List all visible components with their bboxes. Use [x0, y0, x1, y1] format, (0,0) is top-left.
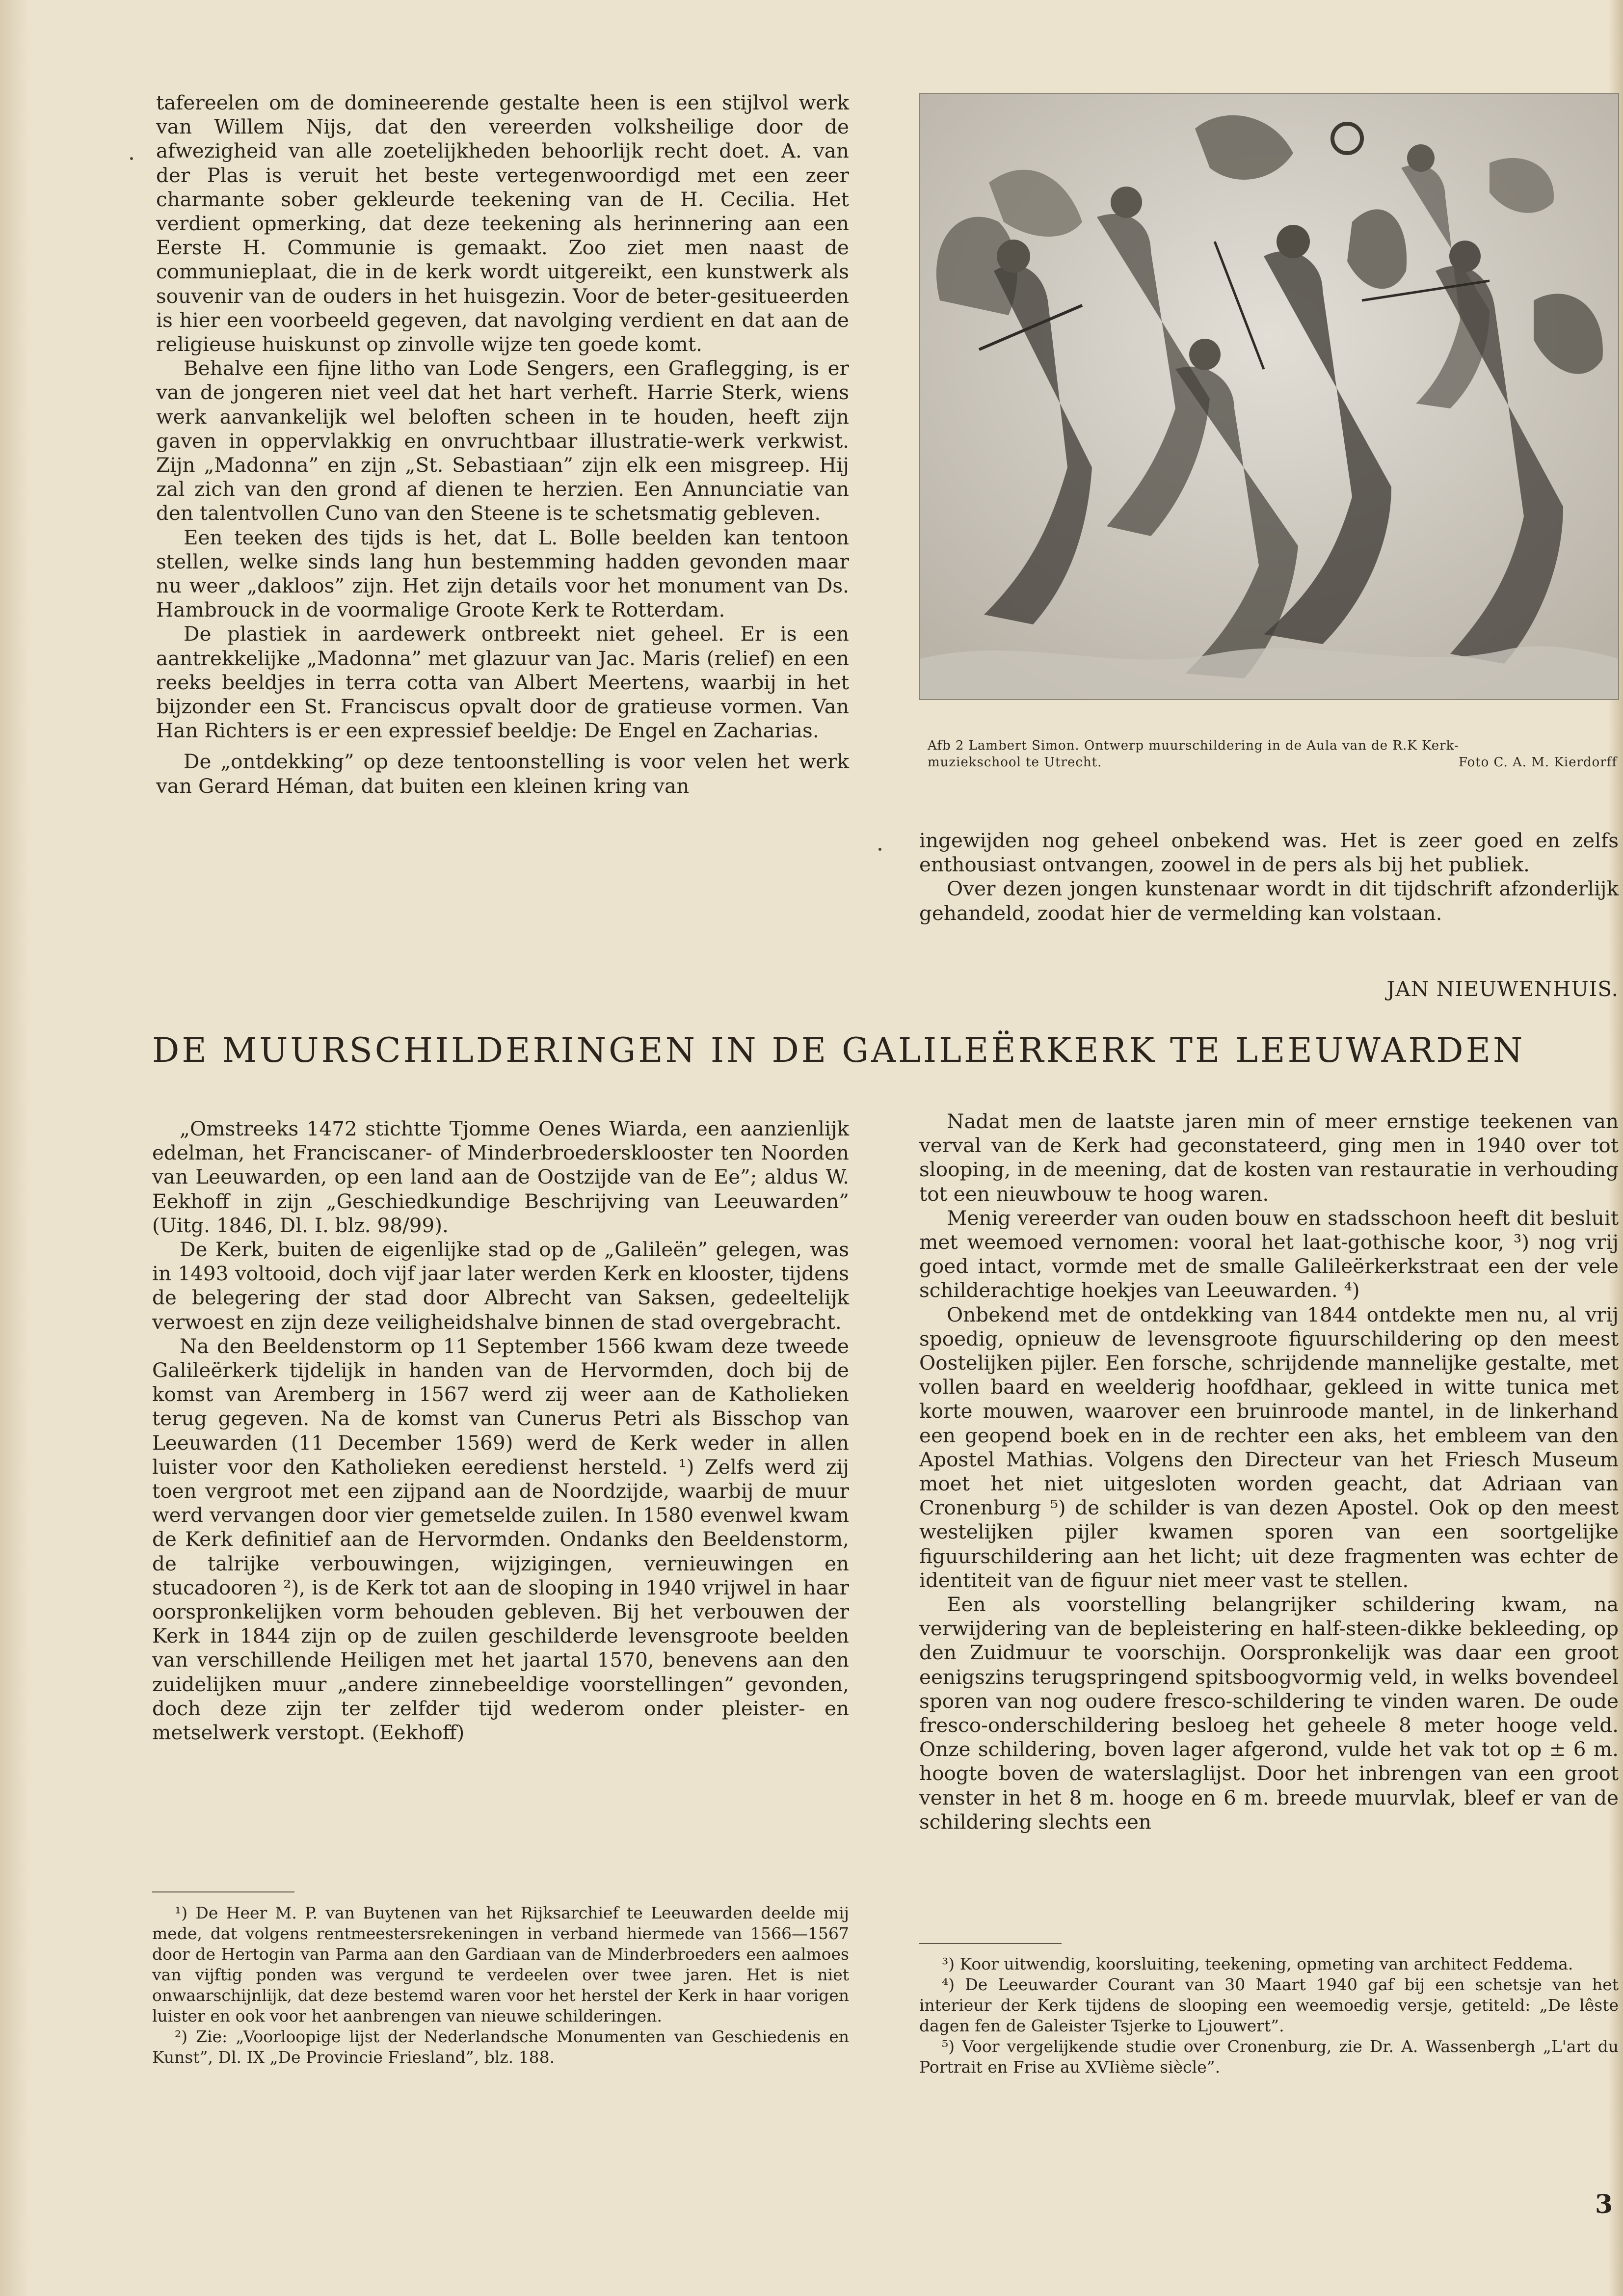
footnote: ³) Koor uitwendig, koorsluiting, teekening, opmeting van architect Feddema.	[942, 1954, 1573, 1973]
paragraph: Over dezen jongen kunstenaar wordt in dit tijdschrift afzonderlijk gehandeld, zoodat hier de vermelding kan volstaan.	[919, 877, 1619, 925]
paragraph: Een als voorstelling belangrijker schildering kwam, na verwijdering van de bepleistering en half-steen-dikke bekleeding, op den Zuidmuur te voorschijn. Oorspronkelijk was daar een groot eenigszins terugspringend spitsboogvormig veld, in welks bovendeel sporen van nog oudere fresco-schildering te vinden waren. De oude fresco-onderschildering besloeg het geheele 8 meter hooge veld. Onze schildering, boven lager afgerond, vulde het vak tot op ± 6 m. hoogte boven de waterslaglijst. Door het inbrengen van een groot venster in het 8 m. hooge en 6 m. breede muurvlak, bleef er van de schildering slechts een	[919, 1593, 1619, 1834]
page-edge-shadow-left	[0, 0, 29, 2296]
footnote: ⁴) De Leeuwarder Courant van 30 Maart 1940 gaf bij een schetsje van het interieur der Kerk tijdens de slooping een weemoedig versje, getiteld: „De lêste dagen fen de Galeister Tsjerke to Ljouwert”.	[919, 1975, 1619, 2035]
paragraph: De „ontdekking” op deze tentoonstelling is voor velen het werk van Gerard Héman, dat buiten een kleinen kring van	[156, 750, 849, 798]
angels-illustration	[920, 94, 1618, 699]
footnote-divider	[152, 1891, 294, 1892]
paragraph: Een teeken des tijds is het, dat L. Bolle beelden kan tentoon stellen, welke sinds lang hun bestemming hadden gevonden maar nu weer „dakloos” zijn. Het zijn details voor het monument van Ds. Hambrouck in de voormalige Groote Kerk te Rotterdam.	[156, 525, 849, 622]
footnotes-left	[152, 1903, 849, 2068]
article1-left-column	[156, 91, 849, 798]
article1-right-column	[919, 829, 1619, 925]
paragraph: Nadat men de laatste jaren min of meer ernstige teekenen van verval van de Kerk had geconstateerd, ging men in 1940 over tot slooping, in de meening, dat de kosten van restauratie in verhouding tot een nieuwbouw te hoog waren.	[919, 1109, 1619, 1206]
figure-caption	[928, 737, 1617, 771]
photo-credit: Foto C. A. M. Kierdorff	[1458, 755, 1617, 770]
article-title: DE MUURSCHILDERINGEN IN DE GALILEËRKERK TE LEEUWARDEN	[152, 1031, 1525, 1070]
footnote: ²) Zie: „Voorloopige lijst der Nederlandsche Monumenten van Geschiedenis en Kunst”, Dl. IX „De Provincie Friesland”, blz. 188.	[152, 2027, 849, 2067]
angel-mural-photo	[919, 93, 1619, 700]
paragraph: De Kerk, buiten de eigenlijke stad op de „Galileën” gelegen, was in 1493 voltooid, doch vijf jaar later werden Kerk en klooster, tijdens de belegering der stad door Albrecht van Saksen, gedeeltelijk verwoest en zijn deze veiligheidshalve binnen de stad overgebracht.	[152, 1238, 849, 1334]
ink-speck	[130, 157, 133, 160]
paragraph: De plastiek in aardewerk ontbreekt niet geheel. Er is een aantrekkelijke „Madonna” met glazuur van Jac. Maris (relief) en een reeks beeldjes in terra cotta van Albert Meertens, waarbij in het bijzonder een St. Franciscus opvalt door de gratieuse vormen. Van Han Richters is er een expressief beeldje: De Engel en Zacharias.	[156, 622, 849, 743]
article2-left-column	[152, 1117, 849, 1745]
paragraph: Onbekend met de ontdekking van 1844 ontdekte men nu, al vrij spoedig, opnieuw de levensgroote figuurschildering op den meest Oostelijken pijler. Een forsche, schrijdende mannelijke gestalte, met vollen baard en weelderig hoofdhaar, gekleed in witte tunica met korte mouwen, waarover een bruinroode mantel, in de linkerhand een geopend boek en in de rechter een aks, het embleem van den Apostel Mathias. Volgens den Directeur van het Friesch Museum moet het niet uitgesloten worden geacht, dat Adriaan van Cronenburg ⁵) de schilder is van dezen Apostel. Ook op den meest westelijken pijler kwamen sporen van een soortgelijke figuurschildering aan het licht; uit deze fragmenten was echter de identiteit van de figuur niet meer vast te stellen.	[919, 1302, 1619, 1592]
caption-text: Afb 2 Lambert Simon. Ontwerp muurschildering in de Aula van de R.K Kerk-	[928, 738, 1459, 753]
article2-right-column	[919, 1109, 1619, 1834]
footnote: ¹) De Heer M. P. van Buytenen van het Rijksarchief te Leeuwarden deelde mij mede, dat volgens rentmeestersrekeningen in verband hiermede van 1566—1567 door de Hertogin van Parma aan den Gardiaan van de Minderbroeders een aalmoes van vijftig ponden was vergund te verdeelen over twee jaren. Het is niet onwaarschijnlijk, dat deze bestemd waren voor het herstel der Kerk in haar vorigen luister en ook voor het aanbrengen van nieuwe schilderingen.	[152, 1903, 849, 2026]
footnotes-right	[919, 1954, 1619, 2078]
paragraph: Behalve een fijne litho van Lode Sengers, een Graflegging, is er van de jongeren niet veel dat het hart verheft. Harrie Sterk, wiens werk aanvankelijk wel beloften scheen in te houden, heeft zijn gaven in oppervlakkig en onvruchtbaar illustratie-werk verkwist. Zijn „Madonna” en zijn „St. Sebastiaan” zijn elk een misgreep. Hij zal zich van den grond af dienen te herzien. Een Annunciatie van den talentvollen Cuno van den Steene is te schetsmatig gebleven.	[156, 356, 849, 525]
paragraph: Na den Beeldenstorm op 11 September 1566 kwam deze tweede Galileërkerk tijdelijk in handen van de Hervormden, doch bij de komst van Aremberg in 1567 werd zij weer aan de Katholieken terug gegeven. Na de komst van Cunerus Petri als Bisschop van Leeuwarden (11 December 1569) werd de Kerk weder in allen luister voor den Katholieken eeredienst hersteld. ¹) Zelfs werd zij toen vergroot met een zijpand aan de Noordzijde, waarbij de muur werd vervangen door vier gemetselde zuilen. In 1580 evenwel kwam de Kerk definitief aan de Hervormden. Ondanks den Beeldenstorm, de talrijke verbouwingen, wijzigingen, vernieuwingen en stucadooren ²), is de Kerk tot aan de slooping in 1940 vrijwel in haar oorspronkelijken vorm behouden gebleven. Bij het verbouwen der Kerk in 1844 zijn op de zuilen geschilderde levensgroote beelden van verschillende Heiligen met het jaartal 1570, benevens aan den zuidelijken muur „andere zinnebeeldige voorstellingen” gevonden, doch deze zijn ter zelfder tijd wederom onder pleister- en metselwerk verstopt. (Eekhoff)	[152, 1334, 849, 1745]
footnote: ⁵) Voor vergelijkende studie over Cronenburg, zie Dr. A. Wassenbergh „L'art du Portrait en Frise au XVIième siècle”.	[919, 2037, 1619, 2077]
page-number: 3	[1595, 2189, 1613, 2219]
paragraph: „Omstreeks 1472 stichtte Tjomme Oenes Wiarda, een aanzienlijk edelman, het Franciscaner- of Minderbroedersklooster ten Noorden van Leeuwarden, op een land aan de Oostzijde van de Ee”; aldus W. Eekhoff in zijn „Geschiedkundige Beschrijving van Leeuwarden” (Uitg. 1846, Dl. I. blz. 98/99).	[152, 1117, 849, 1237]
caption-second-line	[928, 754, 1617, 771]
paragraph: tafereelen om de domineerende gestalte heen is een stijlvol werk van Willem Nijs, dat den vereerden volksheilige door de afwezigheid van alle zoetelijkheden behoorlijk recht doet. A. van der Plas is veruit het beste vertegenwoordigd met een zeer charmante sober gekleurde teekening van de H. Cecilia. Het verdient opmerking, dat deze teekening als herinnering aan een Eerste H. Communie is gemaakt. Zoo ziet men naast de communieplaat, die in de kerk wordt uitgereikt, een kunstwerk als souvenir van de ouders in het huisgezin. Voor de beter-gesitueerden is hier een voorbeeld gegeven, dat navolging verdient en dat aan de religieuse huiskunst op zinvolle wijze ten goede komt.	[156, 91, 849, 356]
author-signature: JAN NIEUWENHUIS.	[1386, 977, 1619, 1001]
paragraph: Menig vereerder van ouden bouw en stadsschoon heeft dit besluit met weemoed vernomen: vooral het laat-gothische koor, ³) nog vrij goed intact, vormde met de smalle Galileërkerkstraat een der vele schilderachtige hoekjes van Leeuwarden. ⁴)	[919, 1206, 1619, 1302]
ink-speck	[878, 848, 881, 851]
caption-location: muziekschool te Utrecht.	[928, 755, 1102, 770]
paragraph: ingewijden nog geheel onbekend was. Het is zeer goed en zelfs enthousiast ontvangen, zoowel in de pers als bij het publiek.	[919, 829, 1619, 877]
footnote-divider	[919, 1943, 1062, 1944]
